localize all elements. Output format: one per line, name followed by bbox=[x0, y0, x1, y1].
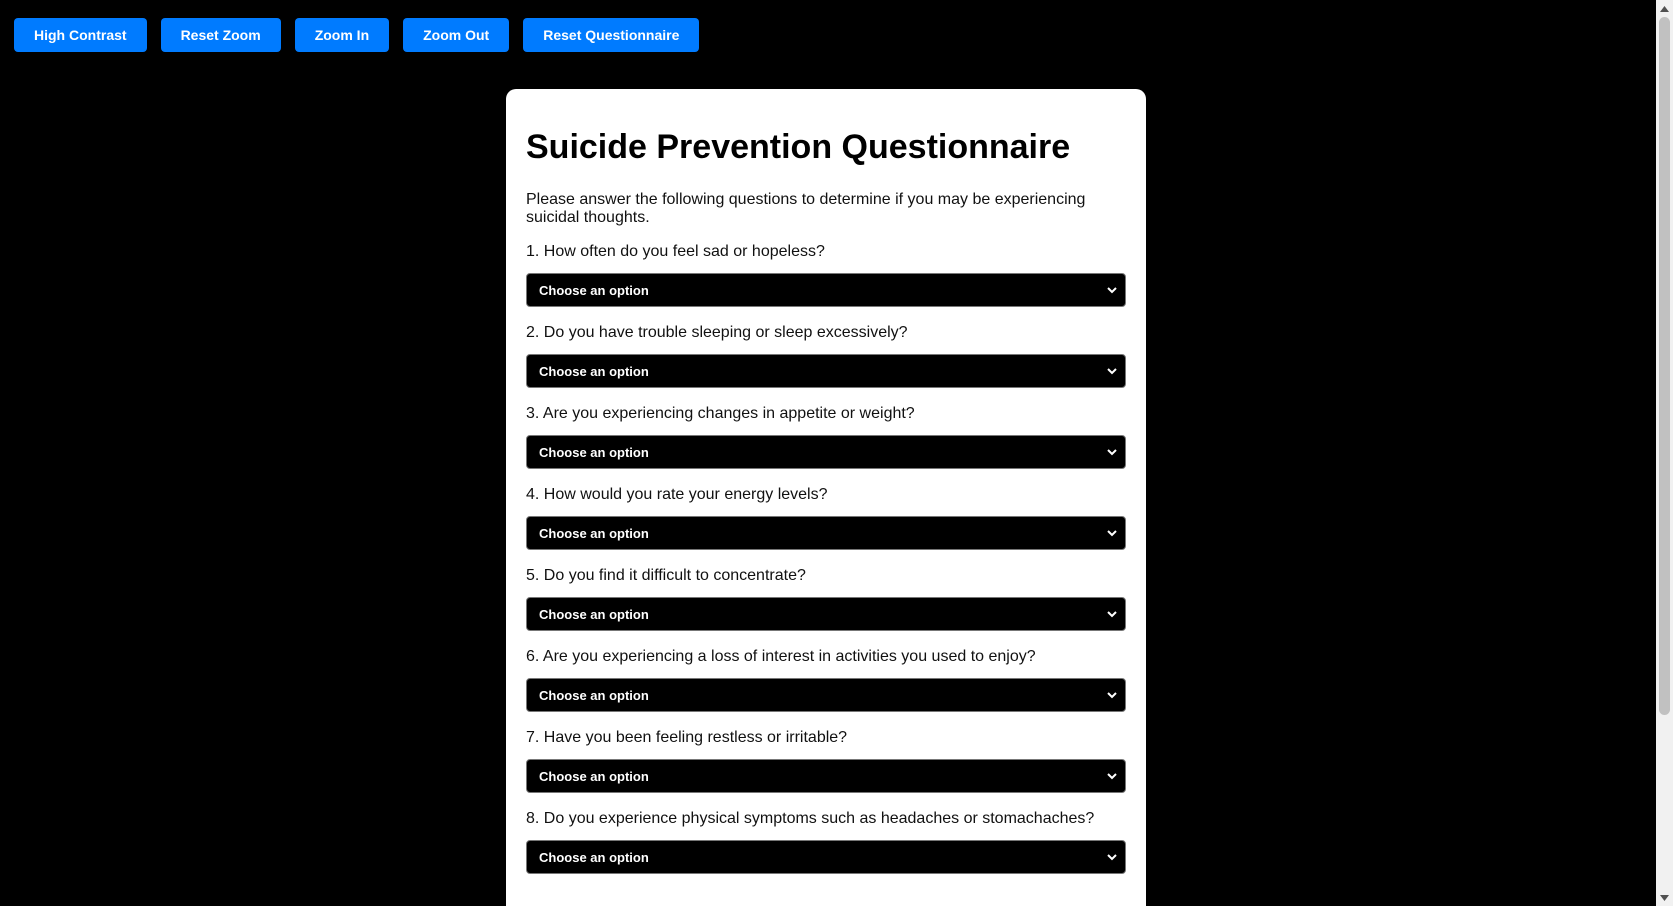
question-2-select[interactable] bbox=[526, 354, 1126, 388]
page-title: Suicide Prevention Questionnaire bbox=[526, 128, 1071, 166]
question-7-select-wrap bbox=[526, 759, 1126, 793]
question-7 bbox=[526, 729, 1126, 793]
question-label: 8. Do you experience physical symptoms such as headaches or stomachaches? bbox=[526, 810, 1095, 827]
zoom-in-button[interactable]: Zoom In bbox=[295, 18, 389, 52]
accessibility-toolbar bbox=[14, 18, 699, 52]
question-label: 7. Have you been feeling restless or irritable? bbox=[526, 729, 848, 746]
high-contrast-button[interactable]: High Contrast bbox=[14, 18, 147, 52]
question-1 bbox=[526, 243, 1126, 307]
question-2 bbox=[526, 324, 1126, 388]
question-label: 5. Do you find it difficult to concentrate? bbox=[526, 567, 806, 584]
questionnaire-card bbox=[506, 89, 1146, 906]
question-label: 4. How would you rate your energy levels? bbox=[526, 486, 828, 503]
question-6-select[interactable] bbox=[526, 678, 1126, 712]
question-6-select-wrap bbox=[526, 678, 1126, 712]
reset-zoom-button[interactable]: Reset Zoom bbox=[161, 18, 281, 52]
question-3-select[interactable] bbox=[526, 435, 1126, 469]
question-label: 6. Are you experiencing a loss of interest in activities you used to enjoy? bbox=[526, 648, 1036, 665]
question-5-select[interactable] bbox=[526, 597, 1126, 631]
question-8-select-wrap bbox=[526, 840, 1126, 874]
question-label: 1. How often do you feel sad or hopeless? bbox=[526, 243, 825, 260]
question-5-select-wrap bbox=[526, 597, 1126, 631]
question-label: 3. Are you experiencing changes in appetite or weight? bbox=[526, 405, 915, 422]
question-8-select[interactable] bbox=[526, 840, 1126, 874]
scroll-up-arrow-icon[interactable] bbox=[1656, 0, 1673, 17]
question-2-select-wrap bbox=[526, 354, 1126, 388]
question-4-select[interactable] bbox=[526, 516, 1126, 550]
question-1-select-wrap bbox=[526, 273, 1126, 307]
question-8 bbox=[526, 810, 1126, 874]
question-5 bbox=[526, 567, 1126, 631]
question-4-select-wrap bbox=[526, 516, 1126, 550]
question-label: 2. Do you have trouble sleeping or sleep excessively? bbox=[526, 324, 908, 341]
question-4 bbox=[526, 486, 1126, 550]
vertical-scrollbar[interactable] bbox=[1656, 0, 1673, 906]
question-6 bbox=[526, 648, 1126, 712]
question-3 bbox=[526, 405, 1126, 469]
scroll-thumb[interactable] bbox=[1659, 17, 1670, 715]
intro-text: Please answer the following questions to determine if you may be experiencing suicidal thoughts. bbox=[526, 191, 1086, 226]
reset-questionnaire-button[interactable]: Reset Questionnaire bbox=[523, 18, 699, 52]
question-3-select-wrap bbox=[526, 435, 1126, 469]
scroll-down-arrow-icon[interactable] bbox=[1656, 889, 1673, 906]
question-1-select[interactable] bbox=[526, 273, 1126, 307]
zoom-out-button[interactable]: Zoom Out bbox=[403, 18, 509, 52]
question-7-select[interactable] bbox=[526, 759, 1126, 793]
